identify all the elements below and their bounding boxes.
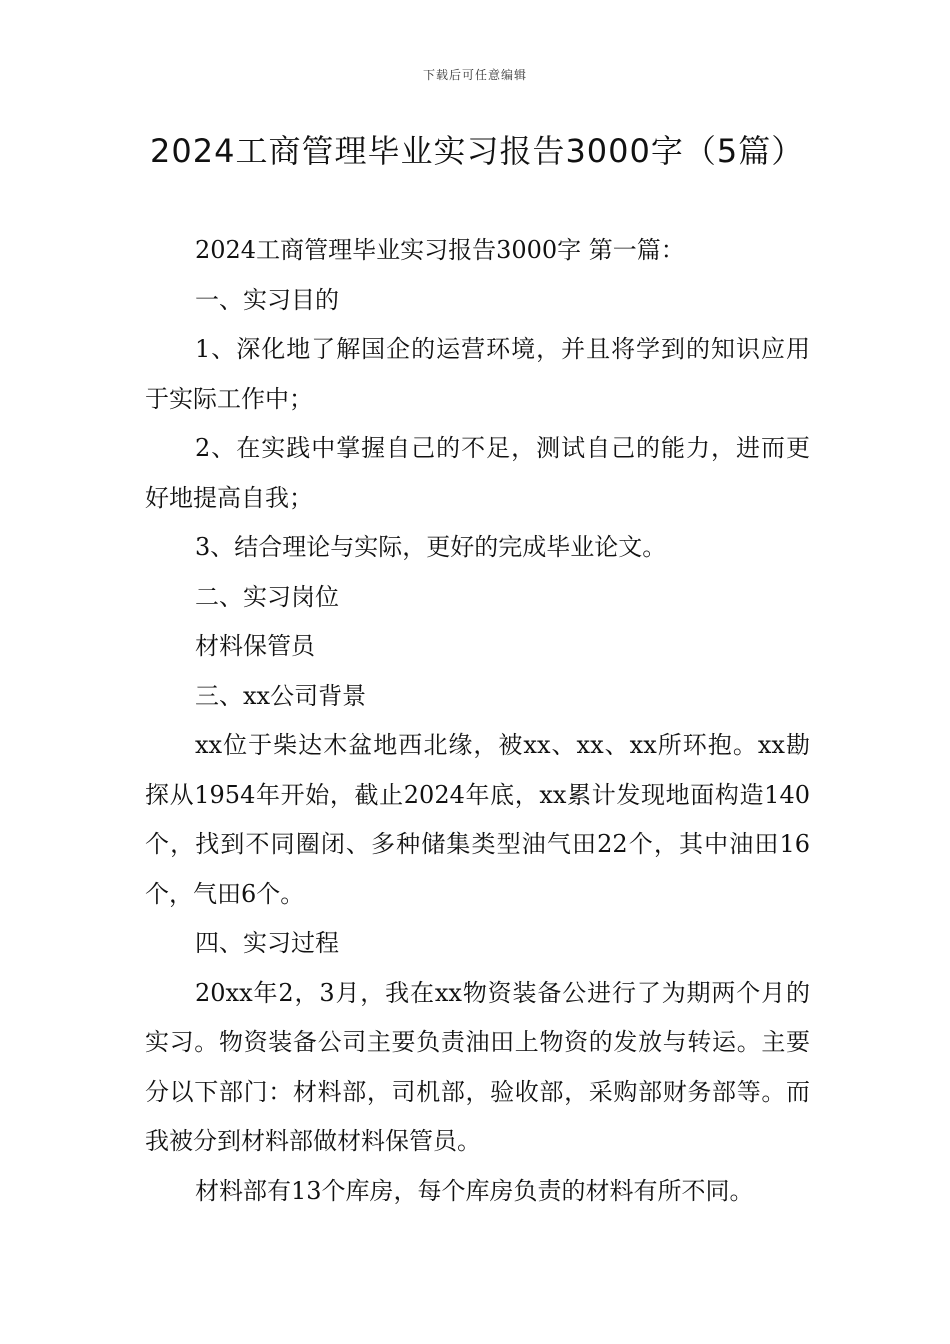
- paragraph-process-2: 材料部有13个库房，每个库房负责的材料有所不同。: [195, 1176, 754, 1205]
- paragraph-purpose-3: 3、结合理论与实际，更好的完成毕业论文。: [195, 533, 667, 561]
- paragraph-process-1: 20xx年2，3月，我在xx物资装备公进行了为期两个月的实习。物资装备公司主要负责油田上物资的发放与转运。主要分以下部门：材料部，司机部，验收部，采购部财务部等。而我被分到材料部做材料保管员。: [145, 978, 810, 1155]
- heading-position: 二、实习岗位: [195, 582, 339, 611]
- paragraph-position: 材料保管员: [195, 632, 315, 660]
- header-note: 下载后可任意编辑: [422, 68, 527, 82]
- heading-process: 四、实习过程: [195, 929, 339, 957]
- document-title: 2024工商管理毕业实习报告3000字（5篇）: [150, 132, 805, 170]
- paragraph-purpose-1: 1、深化地了解国企的运营环境，并且将学到的知识应用于实际工作中；: [145, 335, 810, 413]
- heading-purpose: 一、实习目的: [195, 285, 339, 314]
- paragraph-intro: 2024工商管理毕业实习报告3000字 第一篇：: [195, 236, 685, 264]
- paragraph-purpose-2: 2、在实践中掌握自己的不足，测试自己的能力，进而更好地提高自我；: [145, 434, 810, 512]
- paragraph-company-background: xx位于柴达木盆地西北缘，被xx、xx、xx所环抱。xx勘探从1954年开始，截止2024年底，xx累计发现地面构造140个，找到不同圈闭、多种储集类型油气田22个，其中油田16个，气田6个。: [145, 731, 810, 908]
- document-body: [145, 226, 810, 1216]
- heading-company-background: 三、xx公司背景: [195, 681, 367, 710]
